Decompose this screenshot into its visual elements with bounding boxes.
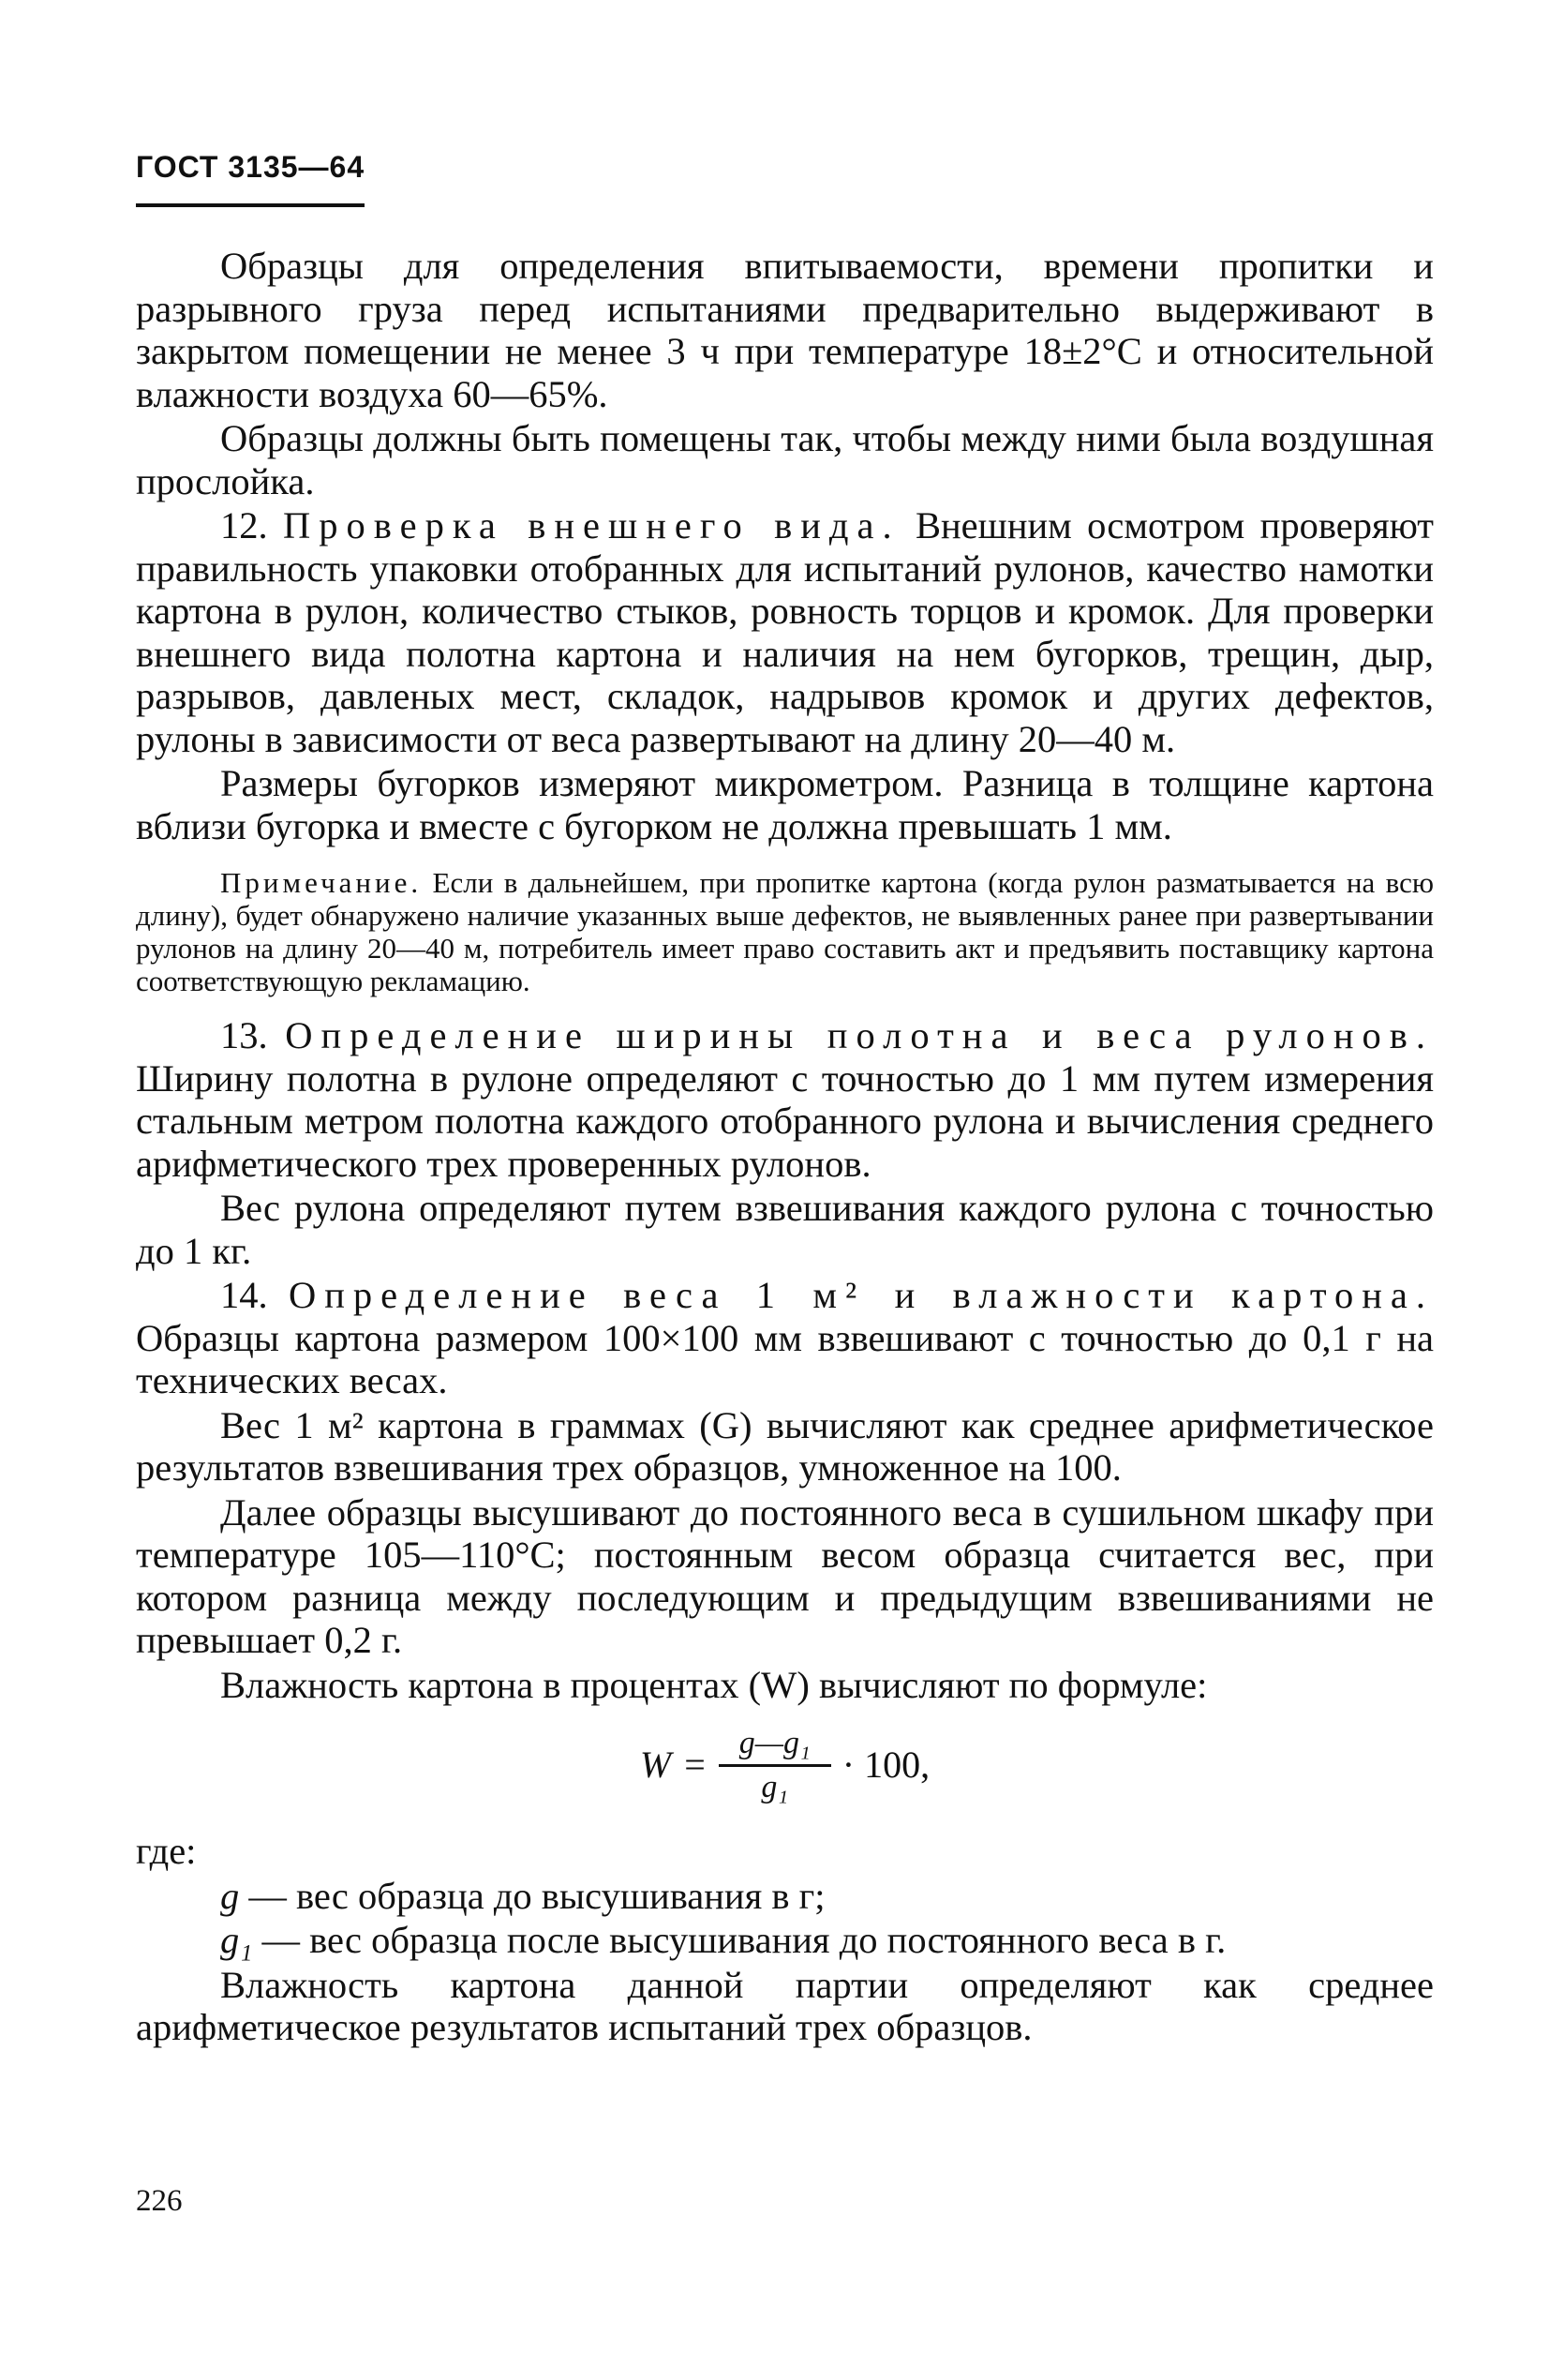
document-header [136,150,365,207]
paragraph-weight-per-m2: Вес 1 м² картона в граммах (G) вычисляют как среднее арифметическое результатов взвешивания трех образцов, умноженное на 100. [136,1403,1434,1489]
definition-g1 [136,1919,1434,1962]
section-12-number: 12. [220,504,268,546]
formula-equals: = [684,1744,706,1787]
definition-g-symbol: g [220,1874,240,1917]
definition-g1-text: — вес образца после высушивания до постоянного веса в г. [261,1919,1227,1961]
definition-g-text: — вес образца до высушивания в г; [248,1874,826,1917]
section-14-number: 14. [220,1274,268,1316]
document-page [136,150,1434,2051]
gost-title: ГОСТ 3135—64 [136,150,365,184]
document-body [136,245,1434,2049]
paragraph-batch-moisture: Влажность картона данной партии определяют как среднее арифметическое результатов испытаний трех образцов. [136,1963,1434,2048]
formula-denominator: g₁ [761,1769,789,1804]
section-14 [136,1274,1434,1402]
formula-numerator: g—g₁ [738,1725,811,1760]
fraction-bar [719,1764,831,1767]
section-13-number: 13. [220,1014,268,1056]
paragraph-moisture-intro: Влажность картона в процентах (W) вычисляют по формуле: [220,1663,1208,1706]
paragraph-bumps: Размеры бугорков измеряют микрометром. Разница в толщине картона вблизи бугорка и вместе с бугорком не должна превышать 1 мм. [136,762,1434,847]
definition-g1-symbol: g₁ [220,1919,253,1961]
note-label: Примечание. [220,866,423,899]
section-12 [136,504,1434,760]
section-14-heading: Определение веса 1 м² и влажности картона. [289,1274,1435,1316]
section-13-text: Ширину полотна в рулоне определяют с точностью до 1 мм путем измерения стальным метром полотна каждого отобранного рулона и вычисления среднего арифметического трех проверенных рулонов. [136,1056,1434,1185]
section-14-text: Образцы картона размером 100×100 мм взвешивают с точностью до 0,1 г на технических весах. [136,1316,1434,1401]
section-12-heading: Проверка внешнего вида. [283,504,901,546]
note [136,866,1434,997]
section-13 [136,1014,1434,1185]
formula-fraction [719,1726,831,1805]
paragraph-roll-weight: Вес рулона определяют путем взвешивания каждого рулона с точностью до 1 кг. [136,1187,1434,1272]
formula-multiplier: · 100, [842,1744,931,1787]
moisture-formula [136,1714,1434,1817]
paragraph-sample-conditioning: Образцы для определения впитываемости, времени пропитки и разрывного груза перед испытаниями предварительно выдерживают в закрытом помещении не менее 3 ч при температуре 18±2°С и относительной влажности воздуха 60—65%. [136,245,1434,415]
section-13-heading: Определение ширины полотна и веса рулонов. [285,1014,1434,1056]
page-number: 226 [136,2184,183,2218]
paragraph-air-gap: Образцы должны быть помещены так, чтобы между ними была воздушная прослойка. [136,417,1434,502]
where-label: где: [136,1830,197,1872]
note-text: Если в дальнейшем, при пропитке картона (когда рулон разматывается на всю длину), будет обнаружено наличие указанных выше дефектов, не выявленных ранее при развертывании рулонов на длину 20—40 м, потребитель имеет право составить акт и предъявить поставщику картона соответствующую рекламацию. [136,866,1434,997]
definition-g [136,1875,1434,1918]
paragraph-drying: Далее образцы высушивают до постоянного веса в сушильном шкафу при температуре 105—110°С; постоянным весом образца считается вес, при котором разница между последующим и предыдущим взвешиваниями не превышает 0,2 г. [136,1490,1434,1661]
section-12-text: Внешним осмотром проверяют правильность упаковки отобранных для испытаний рулонов, качество намотки картона в рулон, количество стыков, ровность торцов и кромок. Для проверки внешнего вида полотна картона и наличия на нем бугорков, трещин, дыр, разрывов, давленых мест, складок, надрывов кромок и других дефектов, рулоны в зависимости от веса развертывают на длину 20—40 м. [136,504,1435,760]
formula-lhs: W [639,1744,672,1787]
